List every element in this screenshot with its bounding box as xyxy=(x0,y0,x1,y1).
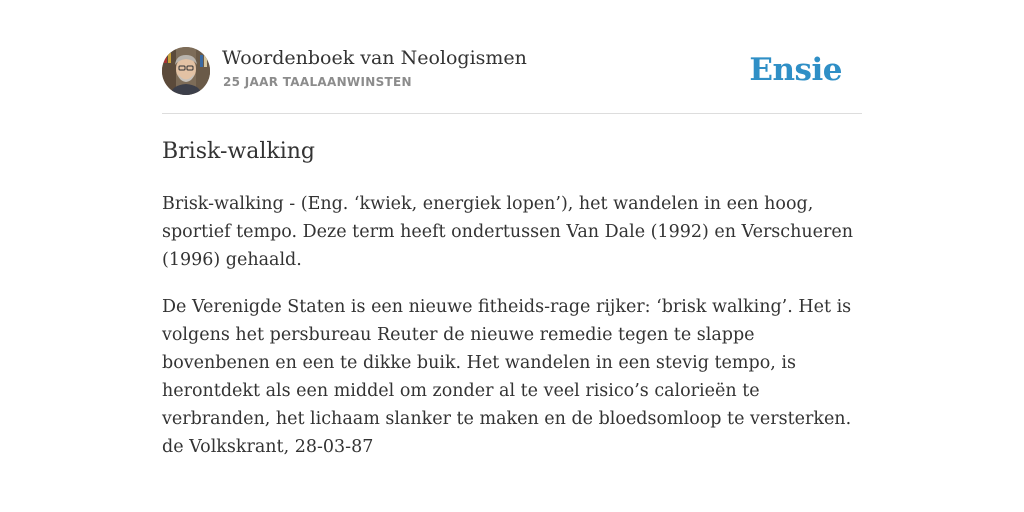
header xyxy=(162,46,862,96)
author-avatar[interactable] xyxy=(162,47,210,95)
header-divider xyxy=(162,113,862,114)
site-title[interactable]: Woordenboek van Neologismen xyxy=(222,47,527,69)
entry-quote: De Verenigde Staten is een nieuwe fitheids-rage rijker: ‘brisk walking’. Het is volgens het persbureau Reuter de nieuwe remedie tegen te slappe bovenbenen en een te dikke buik. Het wandelen in een stevig tempo, is herontdekt als een middel om zonder al te veel risico’s calorieën te verbranden, het lichaam slanker te maken en de bloedsomloop te versterken. de Volkskrant, 28-03-87 xyxy=(162,297,852,457)
entry-title: Brisk-walking xyxy=(162,139,315,164)
entry-card xyxy=(162,0,862,512)
avatar-portrait-icon xyxy=(162,47,210,95)
brand-logo[interactable]: Ensie xyxy=(749,52,842,88)
entry-definition: Brisk-walking - (Eng. ‘kwiek, energiek lopen’), het wandelen in een hoog, sportief tempo. Deze term heeft ondertussen Van Dale (1992) en Verschueren (1996) gehaald. xyxy=(162,194,853,270)
site-subtitle: 25 JAAR TAALAANWINSTEN xyxy=(223,75,412,89)
